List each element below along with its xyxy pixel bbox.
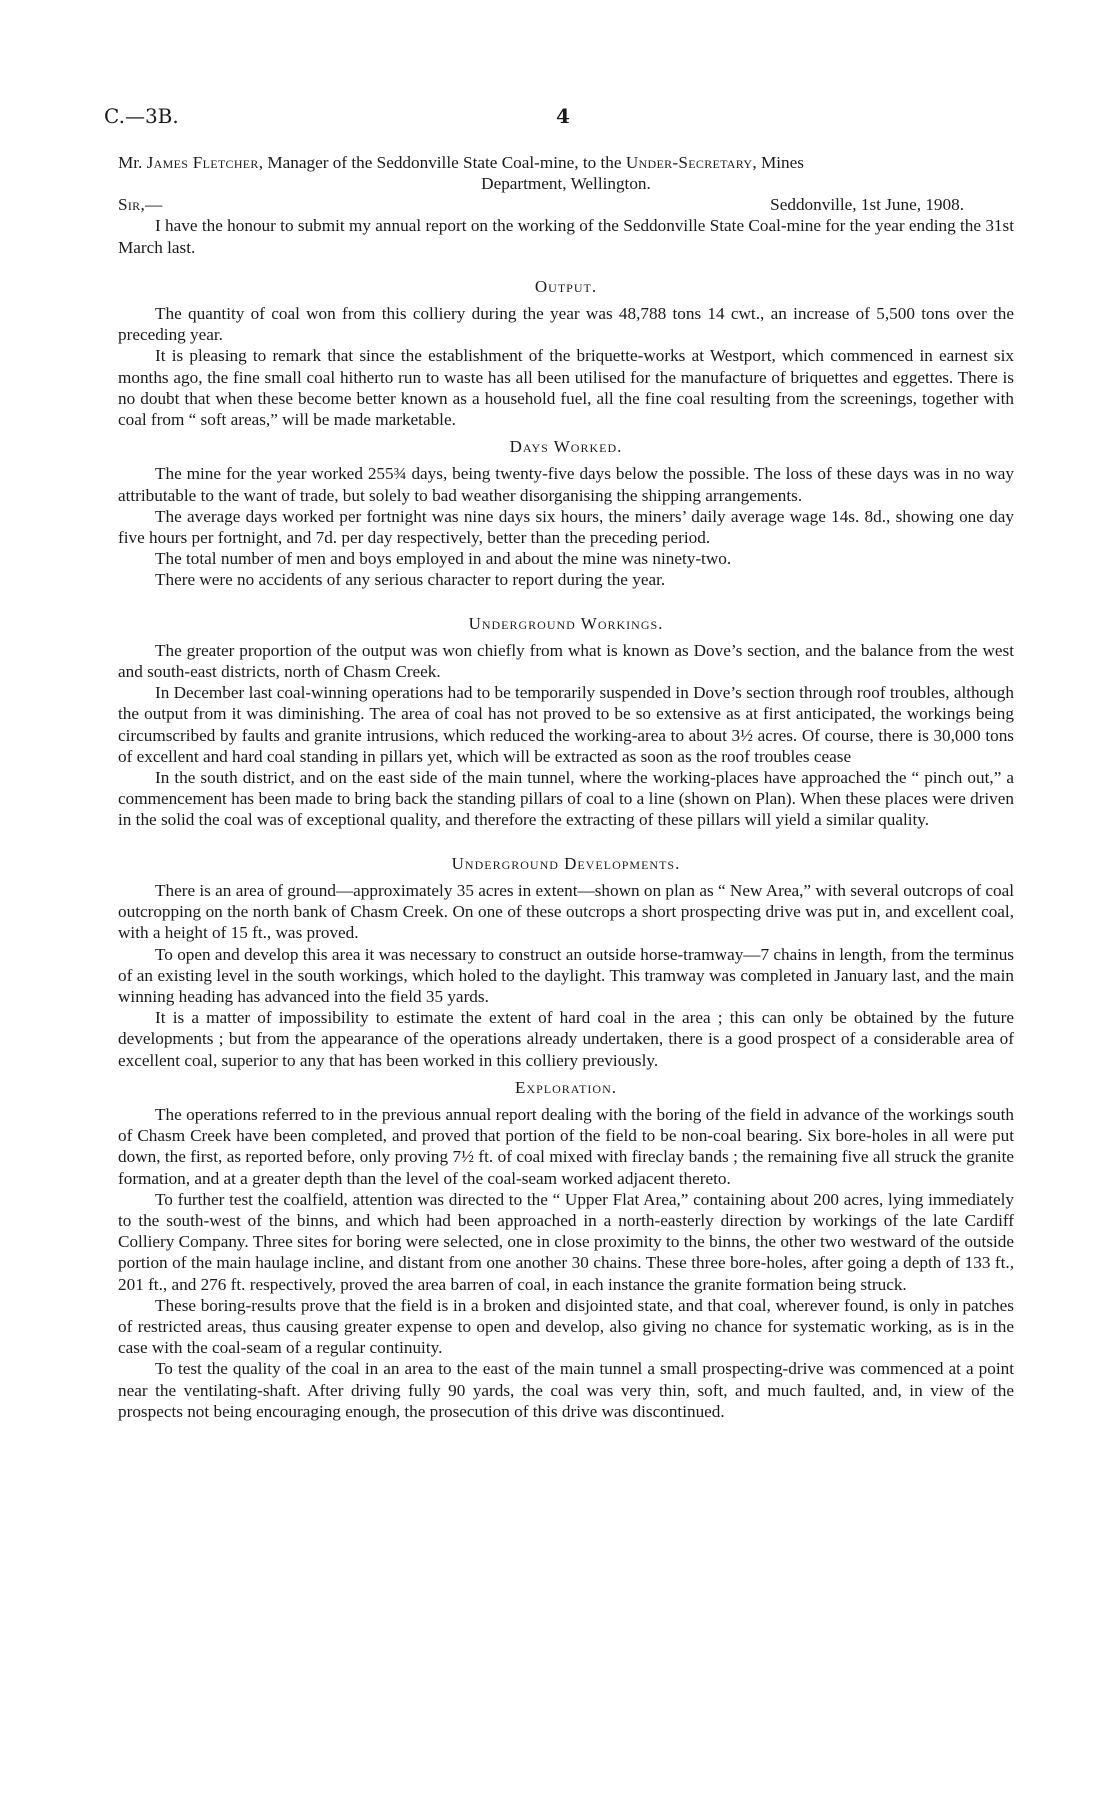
- paragraph: It is a matter of impossibility to estimate the extent of hard coal in the area ; this can only be obtained by the future developments ; but from the appearance of the operations already undertaken, there is a good prospect of a considerable area of excellent coal, superior to any that has been worked in this colliery previously.: [118, 1008, 1014, 1070]
- paragraph: There is an area of ground—approximately 35 acres in extent—shown on plan as “ New Area,” with several outcrops of coal outcropping on the north bank of Chasm Creek. On one of these outcrops a short prospecting drive was put in, and excellent coal, with a height of 15 ft., was proved.: [118, 880, 1014, 943]
- paragraph: The total number of men and boys employed in and about the mine was ninety-two.: [155, 549, 732, 569]
- paragraph: It is pleasing to remark that since the establishment of the briquette-works at Westport, which commenced in earnest six months ago, the fine small coal hitherto run to waste has all been utilised for the manufacture of briquettes and eggettes. There is no doubt that when these become better known as a household fuel, all the fine coal resulting from the screenings, together with coal from “ soft areas,” will be made marketable.: [118, 346, 1014, 430]
- recipient-suffix: , Mines: [752, 153, 804, 172]
- paragraph: In December last coal-winning operations had to be temporarily suspended in Dove’s section through roof troubles, although the output from it was diminishing. The area of coal has not proved to be so extensive as at first anticipated, the workings being circumscribed by faults and granite intrusions, which reduced the working-area to about 3½ acres. Of course, there is 30,000 tons of excellent and hard coal standing in pillars yet, which will be extracted as soon as the roof troubles cease: [118, 683, 1014, 766]
- salutation: Sir,—: [118, 195, 163, 215]
- page-number: 4: [556, 104, 570, 128]
- underground-workings-heading: Underground Workings.: [468, 613, 664, 633]
- paragraph: To test the quality of the coal in an area to the east of the main tunnel a small prospecting-drive was commenced at a point near the ventilating-shaft. After driving fully 90 yards, the coal was very thin, soft, and much faulted, and, in view of the prospects not being encouraging enough, the prosecution of this drive was discontinued.: [118, 1359, 1014, 1421]
- paragraph: These boring-results prove that the field is in a broken and disjointed state, and that coal, wherever found, is only in patches of restricted areas, thus causing greater expense to open and develop, also giving no chance for systematic working, as is in the case with the coal-seam of a regular continuity.: [118, 1295, 1014, 1358]
- paragraph: The greater proportion of the output was won chiefly from what is known as Dove’s section, and the balance from the west and south-east districts, north of Chasm Creek.: [118, 640, 1014, 682]
- document-reference: C.—3B.: [104, 104, 179, 128]
- paragraph: To further test the coalfield, attention was directed to the “ Upper Flat Area,” containing about 200 acres, lying immediately to the south-west of the binns, and which had been approached in a north-easterly direction by workings of the late Cardiff Colliery Company. Three sites for boring were selected, one in close proximity to the binns, the other two westward of the outside portion of the main haulage incline, and distant from one another 30 chains. These three bore-holes, after going a depth of 133 ft., 201 ft., and 276 ft. respectively, proved the area barren of coal, in each instance the granite formation being struck.: [118, 1189, 1014, 1294]
- underground-developments-heading: Underground Developments.: [451, 853, 681, 873]
- report-body: [118, 152, 1014, 1422]
- output-heading: Output.: [534, 276, 598, 296]
- paragraph: In the south district, and on the east side of the main tunnel, where the working-places have approached the “ pinch out,” a commencement has been made to bring back the standing pillars of coal to a line (shown on Plan). When these places were driven in the solid the coal was of exceptional quality, and therefore the extracting of these pillars will yield a similar quality.: [118, 768, 1014, 830]
- letter-address: [118, 152, 1014, 173]
- recipient-name: Under-Secretary: [625, 153, 753, 172]
- sender-title: , Manager of the Seddonville State Coal-mine, to the: [258, 153, 626, 172]
- exploration-heading: Exploration.: [515, 1077, 617, 1097]
- paragraph: The average days worked per fortnight was nine days six hours, the miners’ daily average wage 14s. 8d., showing one day five hours per fortnight, and 7d. per day respectively, better than the preceding period.: [118, 506, 1014, 548]
- place-date: Seddonville, 1st June, 1908.: [770, 195, 964, 215]
- days-worked-heading: Days Worked.: [509, 437, 623, 457]
- page-header: [104, 104, 1014, 134]
- sender-name: James Fletcher: [146, 153, 259, 172]
- address-prefix: Mr.: [118, 153, 147, 172]
- paragraph: The quantity of coal won from this colliery during the year was 48,788 tons 14 cwt., an increase of 5,500 tons over the preceding year.: [118, 304, 1014, 345]
- paragraph: The mine for the year worked 255¾ days, being twenty-five days below the possible. The loss of these days was in no way attributable to the want of trade, but solely to bad weather disorganising the shipping arrangements.: [118, 464, 1014, 505]
- salutation-line: [118, 194, 1014, 215]
- department-line: Department, Wellington.: [481, 174, 651, 194]
- paragraph: There were no accidents of any serious character to report during the year.: [155, 570, 666, 590]
- paragraph: To open and develop this area it was necessary to construct an outside horse-tramway—7 chains in length, from the terminus of an existing level in the south workings, which holed to the daylight. This tramway was completed in January last, and the main winning heading has advanced into the field 35 yards.: [118, 944, 1014, 1006]
- paragraph: The operations referred to in the previous annual report dealing with the boring of the field in advance of the workings south of Chasm Creek have been completed, and proved that portion of the field to be non-coal bearing. Six bore-holes in all were put down, the first, as reported before, only proving 7½ ft. of coal mixed with fireclay bands ; the remaining five all struck the granite formation, and at a greater depth than the level of the coal-seam worked adjacent thereto.: [118, 1104, 1014, 1188]
- intro-paragraph: I have the honour to submit my annual report on the working of the Seddonville State Coal-mine for the year ending the 31st March last.: [118, 216, 1014, 257]
